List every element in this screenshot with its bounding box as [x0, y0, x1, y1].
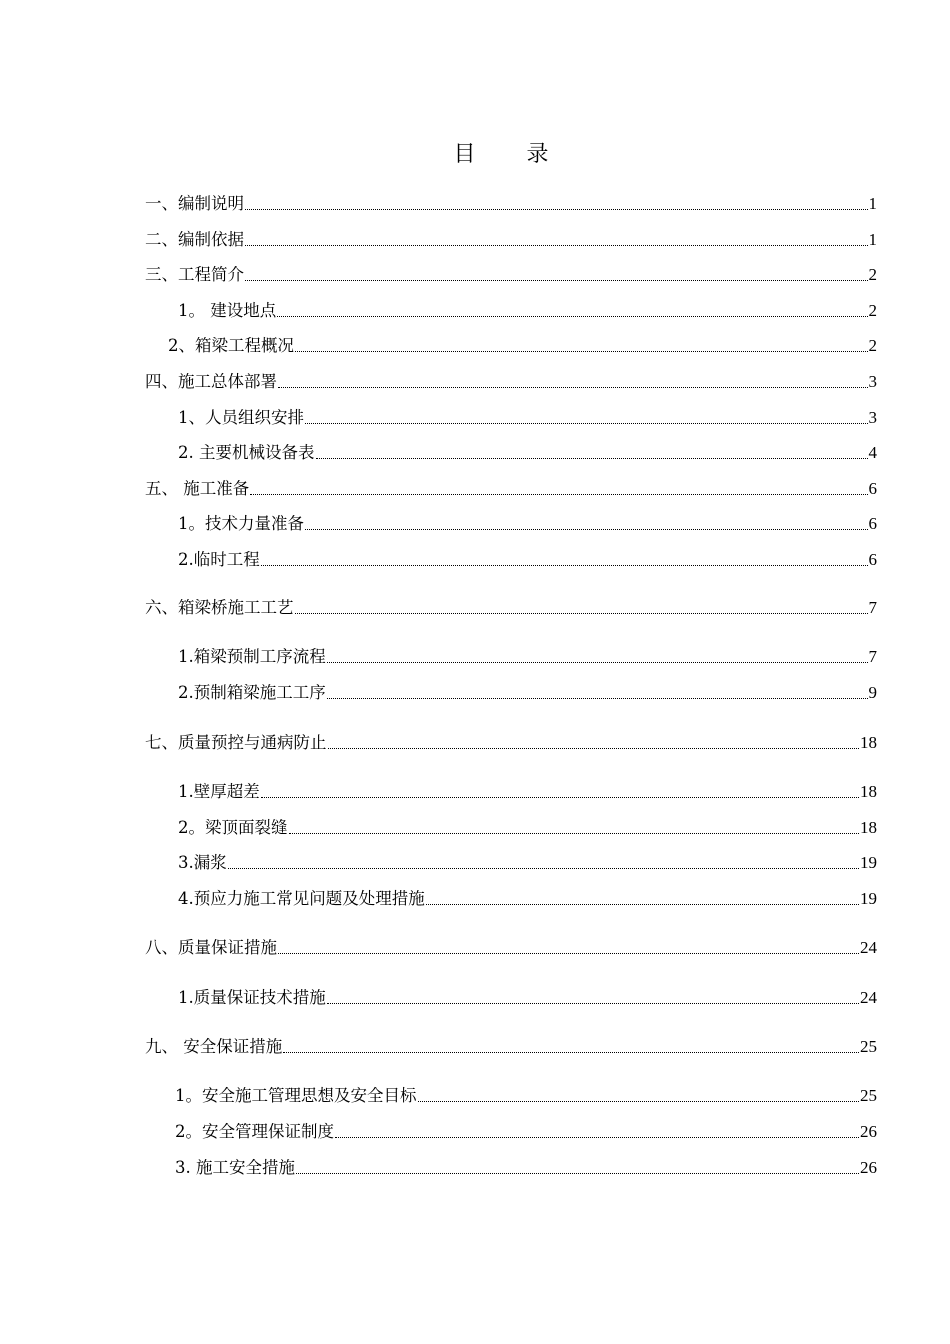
- toc-dot-leader: [250, 494, 867, 495]
- toc-entry-page: 9: [868, 683, 877, 702]
- toc-entry-label: 1。技术力量准备: [178, 514, 304, 533]
- toc-entry-page: 3: [868, 372, 877, 391]
- toc-entry-page: 6: [868, 514, 877, 533]
- toc-dot-leader: [328, 748, 860, 749]
- toc-entry[interactable]: [178, 778, 877, 802]
- toc-entry-page: 4: [868, 443, 877, 462]
- toc-entry-label: 六、箱梁桥施工工艺: [145, 598, 294, 617]
- toc-entry[interactable]: [178, 984, 877, 1008]
- toc-entry-page: 26: [860, 1158, 877, 1177]
- toc-dot-leader: [426, 904, 859, 905]
- toc-title: 目 录: [453, 142, 571, 167]
- toc-entry-label: 一、编制说明: [145, 194, 244, 213]
- toc-dot-leader: [277, 316, 867, 317]
- toc-dot-leader: [245, 209, 868, 210]
- toc-entry[interactable]: [145, 261, 877, 285]
- toc-entry-page: 7: [868, 647, 877, 666]
- toc-entry-page: 25: [860, 1037, 877, 1056]
- toc-entry-label: 4.预应力施工常见问题及处理措施: [178, 889, 425, 908]
- toc-entry[interactable]: [175, 1082, 877, 1106]
- toc-entry[interactable]: [145, 226, 877, 250]
- toc-entry-label: 1.箱梁预制工序流程: [178, 647, 326, 666]
- toc-dot-leader: [305, 529, 868, 530]
- toc-entry[interactable]: [175, 1154, 877, 1178]
- toc-entry-label: 二、编制依据: [145, 230, 244, 249]
- toc-entry[interactable]: [145, 190, 877, 214]
- toc-entry-page: 3: [868, 408, 877, 427]
- toc-entry[interactable]: [178, 679, 877, 703]
- toc-entry-page: 26: [860, 1122, 877, 1141]
- toc-entry-label: 1。安全施工管理思想及安全目标: [175, 1086, 417, 1105]
- toc-dot-leader: [228, 868, 859, 869]
- toc-entry[interactable]: [175, 1118, 877, 1142]
- toc-dot-leader: [245, 280, 868, 281]
- toc-dot-leader: [327, 662, 868, 663]
- toc-dot-leader: [261, 565, 868, 566]
- toc-entry-label: 2、箱梁工程概况: [168, 336, 294, 355]
- toc-entry-label: 2。梁顶面裂缝: [178, 818, 288, 837]
- toc-entry-label: 三、工程简介: [145, 265, 244, 284]
- toc-entry[interactable]: [145, 1033, 877, 1057]
- toc-entry-page: 2: [868, 336, 877, 355]
- toc-entry[interactable]: [168, 332, 877, 356]
- toc-entry[interactable]: [178, 439, 877, 463]
- toc-entry[interactable]: [178, 297, 877, 321]
- toc-dot-leader: [295, 613, 868, 614]
- toc-entry[interactable]: [178, 885, 877, 909]
- toc-entry[interactable]: [178, 849, 877, 873]
- toc-dot-leader: [335, 1137, 859, 1138]
- toc-entry-page: 19: [860, 889, 877, 908]
- toc-entry-page: 2: [868, 265, 877, 284]
- toc-entry-label: 3. 施工安全措施: [175, 1158, 295, 1177]
- toc-entry-label: 3.漏浆: [178, 853, 227, 872]
- toc-dot-leader: [278, 387, 868, 388]
- toc-entry-label: 1.质量保证技术措施: [178, 988, 326, 1007]
- toc-entry-label: 2.预制箱梁施工工序: [178, 683, 326, 702]
- toc-entry[interactable]: [178, 404, 877, 428]
- toc-entry-label: 2. 主要机械设备表: [178, 443, 315, 462]
- toc-entry-page: 19: [860, 853, 877, 872]
- toc-entry-page: 24: [860, 988, 877, 1007]
- toc-dot-leader: [295, 351, 868, 352]
- toc-entry-label: 五、 施工准备: [145, 479, 250, 498]
- toc-entry-page: 18: [860, 733, 877, 752]
- toc-entry-label: 九、 安全保证措施: [145, 1037, 283, 1056]
- toc-dot-leader: [245, 245, 868, 246]
- toc-entry-page: 6: [868, 479, 877, 498]
- toc-dot-leader: [327, 1003, 859, 1004]
- toc-entry-label: 四、施工总体部署: [145, 372, 277, 391]
- toc-entry-label: 2.临时工程: [178, 550, 260, 569]
- toc-entry-page: 18: [860, 818, 877, 837]
- toc-entry[interactable]: [145, 368, 877, 392]
- toc-dot-leader: [316, 458, 868, 459]
- toc-entry-label: 1。 建设地点: [178, 301, 277, 320]
- toc-entry-page: 1: [868, 194, 877, 213]
- toc-entry[interactable]: [145, 934, 877, 958]
- toc-entry-label: 1、人员组织安排: [178, 408, 304, 427]
- toc-dot-leader: [296, 1173, 859, 1174]
- toc-entry-page: 2: [868, 301, 877, 320]
- toc-entry[interactable]: [178, 643, 877, 667]
- toc-entry-page: 18: [860, 782, 877, 801]
- toc-entry-label: 八、质量保证措施: [145, 938, 277, 957]
- toc-dot-leader: [261, 797, 859, 798]
- toc-entry-page: 1: [868, 230, 877, 249]
- toc-dot-leader: [278, 953, 859, 954]
- toc-entry[interactable]: [178, 510, 877, 534]
- toc-entry-label: 七、质量预控与通病防止: [145, 733, 327, 752]
- toc-entry-page: 7: [868, 598, 877, 617]
- toc-entry-page: 24: [860, 938, 877, 957]
- toc-dot-leader: [305, 423, 868, 424]
- toc-entry[interactable]: [145, 475, 877, 499]
- toc-entry-page: 6: [868, 550, 877, 569]
- toc-entry-label: 2。安全管理保证制度: [175, 1122, 334, 1141]
- toc-entry[interactable]: [178, 814, 877, 838]
- toc-dot-leader: [283, 1052, 859, 1053]
- toc-entry[interactable]: [145, 729, 877, 753]
- toc-entry-page: 25: [860, 1086, 877, 1105]
- toc-dot-leader: [418, 1101, 860, 1102]
- toc-entry[interactable]: [145, 594, 877, 618]
- toc-dot-leader: [289, 833, 860, 834]
- toc-entry[interactable]: [178, 546, 877, 570]
- toc-entry-label: 1.壁厚超差: [178, 782, 260, 801]
- toc-dot-leader: [327, 698, 868, 699]
